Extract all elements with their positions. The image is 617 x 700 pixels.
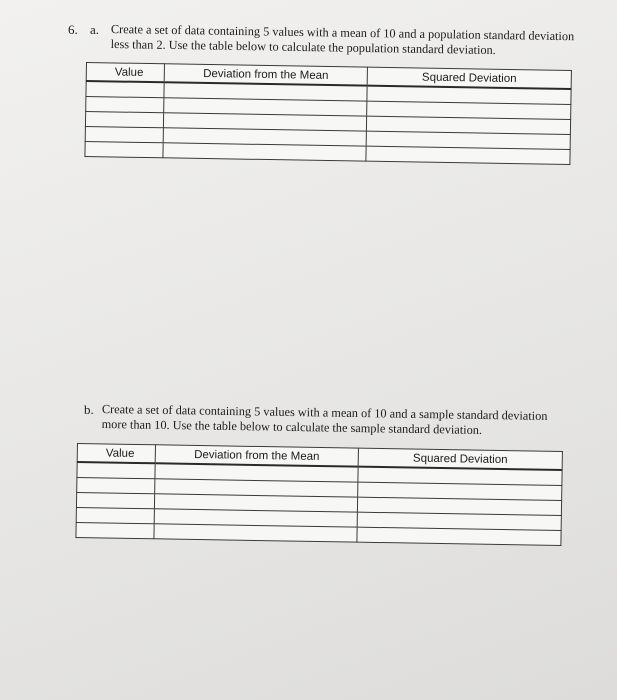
header-deviation: Deviation from the Mean [155, 445, 358, 467]
value-cell[interactable] [76, 493, 154, 509]
header-squared-deviation: Squared Deviation [367, 67, 571, 89]
value-cell[interactable] [85, 112, 163, 128]
header-squared-deviation: Squared Deviation [358, 448, 562, 470]
value-cell[interactable] [86, 97, 164, 113]
part-b-letter: b. [84, 402, 94, 417]
squared-deviation-cell[interactable] [366, 146, 570, 164]
value-cell[interactable] [77, 478, 155, 494]
deviation-cell[interactable] [154, 524, 357, 542]
header-value: Value [86, 63, 164, 83]
part-a-table [84, 62, 572, 165]
part-b-prompt: Create a set of data containing 5 values with a mean of 10 and a sample standard deviation more than 10. Use the table below to calculate the sample standard deviation. [101, 402, 548, 437]
header-deviation: Deviation from the Mean [164, 64, 367, 86]
squared-deviation-cell[interactable] [357, 527, 561, 545]
part-b-table [75, 443, 563, 546]
value-cell[interactable] [77, 462, 155, 479]
value-cell[interactable] [85, 141, 163, 157]
value-cell[interactable] [76, 522, 154, 538]
part-a-prompt: Create a set of data containing 5 values with a mean of 10 and a population standard deviation less than 2. Use the table below to calculate the population standard deviation. [110, 22, 575, 58]
value-cell[interactable] [76, 507, 154, 523]
part-a-letter: a. [90, 22, 100, 37]
value-cell[interactable] [86, 81, 164, 98]
question-number: 6. [68, 22, 78, 37]
value-cell[interactable] [85, 126, 163, 142]
deviation-cell[interactable] [163, 143, 366, 161]
header-value: Value [77, 444, 155, 464]
